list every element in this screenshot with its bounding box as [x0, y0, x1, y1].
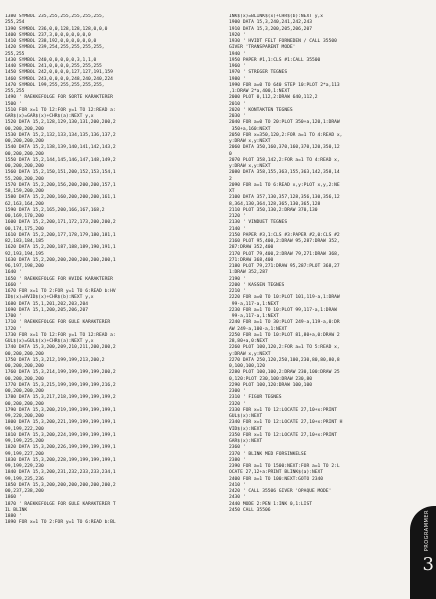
code-line: 1830 DATA 15,3,200,228,199,199,199,199,1 [5, 457, 116, 463]
code-line: 255,255 [5, 89, 25, 94]
code-line: 2130 ' VINDUET TEGNES [229, 220, 288, 226]
code-line: 99,199,225,200 [5, 439, 44, 444]
code-line: 2190 ' [229, 276, 246, 282]
code-line: 99,220,200,200 [5, 414, 44, 419]
code-line: 2200 ' KASSEN TEGNES [229, 282, 285, 288]
code-line: 1750 DATA 15,3,212,199,199,213,200,2 [5, 357, 105, 363]
code-line: 1470 SYMBOL 199,255,255,255,255,255, [5, 82, 105, 88]
section-tab [410, 506, 436, 599]
code-line: 2400 FOR a=1 TO 100:NEXT:GOTO 2340 [229, 476, 324, 482]
code-line: 00,237,238,200 [5, 489, 44, 494]
code-line: 2150 PAPER #3,1:CLS #3:PAPER #2,0:CLS #2 [229, 232, 340, 238]
code-line: 58,159,200,200 [5, 189, 44, 194]
code-line: 2370 ' BLINK MED FORSINKELSE [229, 451, 307, 457]
code-line: 2270 DATA 250,120,250,100,230,80,80,80,8 [229, 357, 340, 363]
code-line: 2060 DATA 350,160,370,160,370,120,350,12 [229, 145, 340, 151]
code-line: 2120 ' [229, 214, 246, 219]
code-line: 1870 ' RAEKKEFOLGE FOR GULE KARAKTERER T [5, 501, 116, 507]
code-line: 00,200,200,200 [5, 364, 44, 369]
code-line: 1520 DATA 15,2,128,129,130,131,200,200,2 [5, 120, 116, 126]
code-line: 2170 PLOT 79,400,2:DRAW 79,271:DRAW 368, [229, 251, 340, 257]
code-line: 287:DRAW 352,400 [229, 245, 274, 251]
code-line: 1640 ' [5, 270, 22, 276]
code-line: 1950 PAPER #1,1:CLS #1:CALL 35500 [229, 57, 321, 63]
code-line: 1670 FOR x=1 TO 2:FOR y=1 TO 6:READ b:HV [5, 289, 116, 294]
code-line: 1840 DATA 15,3,200,231,232,233,233,234,1 [5, 470, 116, 476]
code-line: 1400 SYMBOL 237,3,0,0,0,0,0,0,0 [5, 32, 91, 38]
code-line: 2220 FOR a=0 TO 10:PLOT 101,119-a,1:DRAW [229, 295, 340, 301]
code-line: 1450 SYMBOL 242,0,0,0,0,127,127,191,159 [5, 70, 113, 76]
code-line: 99,199,222,200 [5, 426, 44, 432]
code-line: 92,193,194,195 [5, 251, 44, 257]
code-line: 1490 ' RAEKKEFOLGE FOR SORTE KARAKTERER [5, 95, 113, 101]
code-line: 1860 ' [5, 495, 22, 501]
code-line: 00,200,200,200 [5, 164, 44, 169]
code-line: 2180 PLOT 79,271:DRAW 95,287:PLOT 368,27 [229, 264, 340, 269]
code-line: GIVER 'TRANSPARENT MODE' [229, 45, 296, 51]
code-line: 1770 DATA 15,3,215,199,199,199,199,216,2 [5, 382, 116, 388]
code-line: 1850 DATA 15,3,200,200,200,200,200,200,2 [5, 482, 116, 488]
code-line: 2250 FOR a=1 TO 10:PLOT 81,80+a,0:DRAW 2 [229, 332, 340, 338]
code-line: 99,199,227,200 [5, 451, 44, 457]
code-line: 1420 SYMBOL 239,254,255,255,255,255, [5, 45, 105, 51]
code-line: 2040 FOR a=0 TO 20:PLOT 350+a,120,1:DRAW [229, 120, 340, 126]
code-line: OCATE 27,12+a:PRINT BLINK$(a):NEXT [229, 470, 324, 476]
code-line: 2050 FOR x=350,120,2:FOR a=1 TO 4:READ x, [229, 132, 343, 138]
code-line: 1500 ' [5, 101, 22, 107]
code-line: 1880 ' [5, 514, 22, 519]
code-line: 2280 PLOT 100,100,2:DRAW 230,100:DRAW 25 [229, 370, 340, 376]
code-line: 2330 FOR x=1 TO 12:LOCATE 27,10+x:PRINT [229, 407, 337, 413]
code-line: 1580 DATA 15,2,200,160,200,200,200,161,1 [5, 195, 116, 201]
code-line: 00,200,200,200 [5, 151, 44, 157]
code-line: 1800 DATA 15,3,200,221,199,199,199,199,1 [5, 420, 116, 426]
code-line: 99-a,117-a,1:NEXT [229, 314, 279, 319]
code-line: 1980 ' [229, 76, 246, 82]
code-line: 0 [229, 151, 232, 157]
code-line: 62,163,164,200 [5, 201, 44, 207]
code-line: 1650 ' RAEKKEFOLGE FOR HVIDE KARAKTERER [5, 276, 113, 282]
code-line: 350+a,160:NEXT [229, 126, 271, 132]
code-line: 2300 ' [229, 389, 246, 394]
code-line: 2350 FOR x=1 TO 12:LOCATE 27,10+x:PRINT [229, 432, 337, 438]
code-line: 2450 CALL 35506 [229, 507, 271, 513]
code-line: 2 [229, 176, 232, 182]
code-line: 271:DRAW 368,400 [229, 257, 274, 263]
code-line: 2410 ' [229, 482, 246, 488]
code-line: 99,199,229,230 [5, 464, 44, 469]
code-line: y:DRAW x,y:NEXT [229, 164, 271, 169]
code-line: 1590 DATA 15,2,165,200,166,167,168,2 [5, 207, 105, 213]
code-line: 1910 DATA 15,3,200,205,206,207 [229, 26, 312, 32]
code-line: ID$(x)=HVID$(x)+CHR$(b):NEXT y,x [5, 295, 94, 301]
code-line: 1810 DATA 15,3,200,224,199,199,199,199,1 [5, 432, 116, 438]
code-line: 2030 ' [229, 114, 246, 119]
code-line: 2010 ' [229, 101, 246, 107]
code-line: 2000 PLOT 0,112,2:DRAW 640,112,2 [229, 95, 318, 101]
code-line: GAR$(x)=GAR$(x)+CHR$(a):NEXT y,x [5, 114, 94, 119]
code-line: 82,183,184,185 [5, 239, 44, 244]
code-line: 1660 ' [5, 282, 22, 288]
listing-column-left [5, 14, 214, 599]
code-line: 1380 SYMBOL 235,255,255,255,255,255, [5, 14, 105, 19]
code-line: 2340 FOR x=1 TO 12:LOCATE 27,10+x:PRINT H [229, 420, 343, 426]
code-line: 2090 FOR a=1 TO 6:READ x,y:PLOT x,y,2:NE [229, 182, 340, 188]
code-line: 55,200,200,200 [5, 176, 44, 182]
code-line: 1560 DATA 15,2,150,151,200,152,153,154,1 [5, 170, 116, 176]
code-line: 1730 FOR x=1 TO 12:FOR y=1 TO 12:READ a: [5, 332, 116, 338]
code-line: 1820 DATA 15,3,200,226,199,199,199,199,1 [5, 445, 116, 451]
code-line: 2440 MODE 2:PEN 1:INK 0,1:LIST [229, 501, 312, 507]
code-line: GUL$(x)=GUL$(x)+CHR$(a):NEXT y,x [5, 339, 94, 344]
code-line: 2430 ' [229, 495, 246, 501]
code-line: 1430 SYMBOL 240,0,0,0,0,0,3,1,1,0 [5, 57, 97, 63]
code-line: 00,200,200,200 [5, 401, 44, 407]
code-line: GAR$(x):NEXT [229, 439, 263, 444]
code-line: 00,200,200,200 [5, 376, 44, 382]
code-line: 2380 ' [229, 457, 246, 463]
code-line: 1510 FOR x=1 TO 12:FOR y=1 TO 12:READ a: [5, 107, 116, 113]
code-line: 2140 ' [229, 226, 246, 232]
code-line: 0,100,100,120 [229, 364, 265, 369]
code-line: 1900 DATA 15,3,240,241,242,243 [229, 20, 312, 26]
code-line: 1390 SYMBOL 236,0,0,128,128,128,0,0,0 [5, 26, 108, 32]
code-line: 2240 FOR a=1 TO 30:PLOT 249-a,119-a,0:DR [229, 320, 340, 326]
code-line: 1720 ' [5, 326, 22, 332]
code-line: 1930 ' HVIDT FELT FORNEDEN / CALL 35500 [229, 39, 337, 44]
code-line: 1700 ' [5, 314, 22, 319]
code-line: 1410 SYMBOL 238,192,0,0,0,0,0,0,0 [5, 39, 97, 44]
code-line: 1610 DATA 15,2,200,177,178,179,180,181,1 [5, 232, 116, 238]
code-line: 1890 FOR x=1 TO 2:FOR y=1 TO 6:READ b:BL [5, 520, 116, 526]
code-line: 00,200,200,200 [5, 351, 44, 357]
code-line: 00,169,170,200 [5, 214, 44, 219]
code-line: INK$(x)=BLINK$(x)+CHR$(b):NEXT y,x [229, 14, 324, 19]
code-line: 255,254 [5, 20, 25, 26]
code-line: 2020 ' KONTAKTEN TEGNES [229, 107, 293, 113]
code-line: 1630 DATA 15,2,200,200,200,200,200,200,1 [5, 257, 116, 263]
code-line: 2070 PLOT 358,142,2:FOR a=1 TO 4:READ x, [229, 157, 340, 163]
code-line: 2110 PLOT 350,130,2:DRAW 370,130 [229, 207, 318, 213]
code-line: 8,364,130,364,128,365,130,365,128 [229, 201, 321, 207]
code-line: 1550 DATA 15,2,144,145,146,147,148,149,2 [5, 157, 116, 163]
code-line: 1680 DATA 15,1,201,202,203,204 [5, 301, 88, 307]
page-number: 3 [422, 554, 434, 575]
code-line: XT [229, 189, 235, 194]
code-line: y:DRAW x,y:NEXT [229, 139, 271, 144]
section-tab-label: PROGRAMMER [424, 510, 430, 552]
code-line: 1760 DATA 15,3,214,199,199,199,199,200,2 [5, 370, 116, 376]
code-line: 1710 ' RAEKKEFOLGE FOR GULE KARAKTERER [5, 320, 111, 326]
code-line: 2100 DATA 357,130,357,128,356,130,356,12 [229, 195, 340, 201]
code-line: 1780 DATA 15,3,217,218,199,199,199,199,2 [5, 395, 116, 401]
code-line: 1460 SYMBOL 243,0,0,0,0,248,240,240,224 [5, 76, 113, 82]
code-line: VID$(x):NEXT [229, 426, 263, 432]
code-line: 1740 DATA 15,3,200,209,210,211,200,200,2 [5, 345, 116, 351]
code-line: 00,200,200,200 [5, 389, 44, 394]
code-line: IL BLINK [5, 507, 28, 513]
code-line: 2420 ' CALL 35506 GIVER 'OPAQUE MODE' [229, 489, 332, 494]
code-line: 1940 ' [229, 51, 246, 57]
code-line: 2390 FOR a=1 TO 1500:NEXT:FOR a=1 TO 2:L [229, 464, 340, 469]
listing-column-right [229, 14, 424, 599]
code-line: 99,199,235,236 [5, 476, 44, 482]
code-line: 1690 DATA 15,1,200,205,206,207 [5, 307, 88, 313]
code-line: 1790 DATA 15,3,200,219,199,199,199,199,1 [5, 407, 116, 413]
code-line: 2290 PLOT 100,120:DRAW 100,100 [229, 382, 312, 388]
code-line: 2310 ' FIGUR TEGNES [229, 395, 282, 401]
code-line: 1440 SYMBOL 241,0,0,0,0,255,255,255 [5, 64, 102, 69]
code-line: 1970 ' STREGER TEGNES [229, 70, 288, 76]
code-line: 2080 DATA 358,155,363,155,363,142,358,14 [229, 170, 340, 176]
code-line: 99-a,117-a,1:NEXT [229, 301, 279, 307]
code-line: 2160 PLOT 95,400,2:DRAW 95,287:DRAW 352, [229, 239, 340, 244]
code-line: 2260 PLOT 100,120,2:FOR a=1 TO 5:READ x, [229, 345, 340, 351]
code-line: 2320 ' [229, 401, 246, 407]
code-line: 0,120:PLOT 230,100:DRAW 230,80 [229, 376, 312, 382]
code-line: 1530 DATA 15,2,132,133,134,135,136,137,2 [5, 132, 116, 138]
code-line: 255,255 [5, 51, 25, 57]
code-line: 00,174,175,200 [5, 226, 44, 232]
code-line: 96,197,198,200 [5, 264, 44, 269]
code-line: ,1:DRAW 2*a,400,1:NEXT [229, 89, 290, 94]
code-line: 1570 DATA 15,2,200,156,200,200,200,157,1 [5, 182, 116, 188]
code-line: y:DRAW x,y:NEXT [229, 351, 271, 357]
code-line: 2360 ' [229, 445, 246, 451]
code-line: 2210 ' [229, 289, 246, 294]
code-line: GUL$(x):NEXT [229, 414, 263, 419]
code-line: 1540 DATA 15,2,138,139,140,141,142,143,2 [5, 145, 116, 151]
code-line: 1960 ' [229, 64, 246, 69]
code-line: 1990 FOR a=0 TO 640 STEP 10:PLOT 2*a,113 [229, 82, 340, 88]
code-line: 1600 DATA 15,2,200,171,172,173,200,200,2 [5, 220, 116, 226]
code-line: 1:DRAW 352,287 [229, 270, 268, 276]
code-line: 28,80+a,0:NEXT [229, 339, 268, 344]
code-line: AW 249-a,100-a,1:NEXT [229, 326, 288, 332]
code-line: 1620 DATA 15,2,200,187,188,189,190,191,1 [5, 245, 116, 251]
code-line: 00,200,200,200 [5, 126, 44, 132]
code-line: 1920 ' [229, 32, 246, 38]
code-line: 2230 FOR a=1 TO 10:PLOT 99,117-a,1:DRAW [229, 307, 337, 313]
code-line: 00,200,200,200 [5, 139, 44, 144]
